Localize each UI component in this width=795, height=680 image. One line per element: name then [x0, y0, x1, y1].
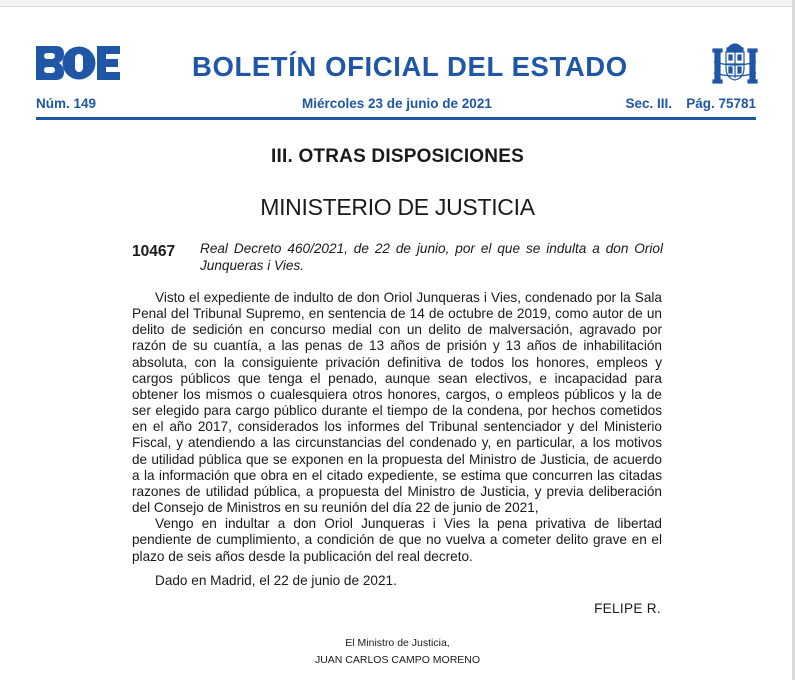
document-body — [132, 290, 662, 565]
header-divider — [36, 117, 756, 120]
issued-in-line: Dado en Madrid, el 22 de junio de 2021. — [155, 573, 397, 588]
document-number: 10467 — [132, 243, 176, 260]
coat-of-arms-icon — [712, 38, 758, 86]
ministry-heading: MINISTERIO DE JUSTICIA — [260, 194, 535, 220]
section-label: Sec. III. — [625, 96, 672, 111]
body-paragraph: Vengo en indultar a don Oriol Junqueras i Vies la pena privativa de libertad pendiente de cumplimiento, a condición de que no vuelva a cometer delito grave en el plazo de seis años desde la publicación del real decreto. — [132, 516, 662, 564]
minister-name: JUAN CARLOS CAMPO MORENO — [314, 654, 481, 666]
section-title: III. OTRAS DISPOSICIONES — [271, 146, 524, 167]
issue-number: Núm. 149 — [36, 96, 97, 111]
gazette-title: BOLETÍN OFICIAL DEL ESTADO — [192, 51, 628, 82]
boe-logo — [36, 46, 120, 80]
window-top-edge — [0, 0, 795, 7]
gazette-meta-row — [36, 96, 756, 114]
minister-title: El Ministro de Justicia, — [345, 637, 450, 649]
issue-date: Miércoles 23 de junio de 2021 — [302, 96, 492, 111]
document-title: Real Decreto 460/2021, de 22 de junio, por el que se indulta a don Oriol Junqueras i Vies. — [200, 241, 663, 273]
page-number: Pág. 75781 — [686, 96, 756, 111]
body-paragraph: Visto el expediente de indulto de don Oriol Junqueras i Vies, condenado por la Sala Penal del Tribunal Supremo, en sentencia de 14 de octubre de 2019, como autor de un delito de sedición en concurso medial con un delito de malversación, agravado por razón de su cuantía, a las penas de 13 años de prisión y 13 años de inhabilitación absoluta, con la consiguiente privación definitiva de todos los honores, empleos y cargos públicos que tenga el penado, aunque sean electivos, e incapacidad para obtener los mismos o cualesquiera otros honores, cargos, o empleos públicos y la de ser elegido para cargo público durante el tiempo de la condena, por hechos cometidos en el año 2017, considerados los informes del Tribunal sentenciador y del Ministerio Fiscal, y atendiendo a las circunstancias del condenado y, en particular, a los motivos de utilidad pública que se exponen en la propuesta del Ministro de Justicia, de acuerdo a la información que obra en el citado expediente, se estima que concurren las citadas razones de utilidad pública, a propuesta del Ministro de Justicia, y previa deliberación del Consejo de Ministros en su reunión del día 22 de junio de 2021, — [132, 290, 662, 516]
royal-signature: FELIPE R. — [594, 601, 661, 616]
